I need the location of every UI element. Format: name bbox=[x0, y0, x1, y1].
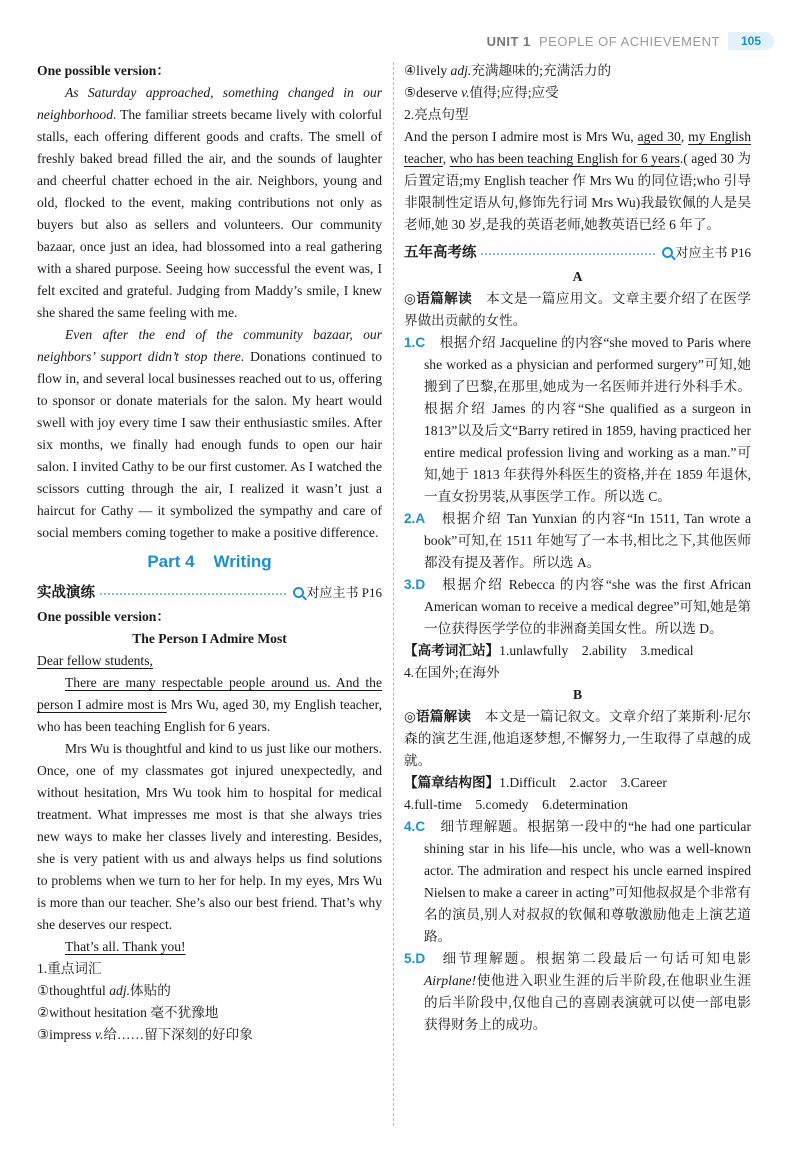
book-reference: 对应主书 P16 bbox=[659, 240, 751, 266]
salutation: Dear fellow students, bbox=[37, 653, 153, 668]
highlight-sentence: And the person I admire most is Mrs Wu, aged 30, my English teacher, who has been teaching English for 6 years.( aged 30 为后置定语;my English teacher 作 Mrs Wu 的同位语;who 引导非限制性定语从句,修饰先行词 Mrs Wu)我最钦佩的人是吴老师,她 30 岁,是我的英语老师,她教英语已经 6 年了。 bbox=[404, 129, 752, 232]
magnifier-icon bbox=[662, 247, 673, 258]
vocab-item: ②without hesitation 毫不犹豫地 bbox=[37, 1005, 219, 1020]
passage-label-b: B bbox=[572, 687, 583, 702]
vocab-item: ⑤deserve v.值得;应得;应受 bbox=[404, 85, 559, 100]
passage-intro-a: ◎语篇解读 本文是一篇应用文。文章主要介绍了在医学界做出贡献的女性。 bbox=[404, 291, 751, 329]
story-paragraph-1: As Saturday approached, something changed in our neighborhood. The familiar streets became lively with colorful stalls, each offering different goods and crafts. The smell of freshly baked bread filled the air, and the sounds of laughter and cheerful chatter echoed in the air. Neighbors, young and old, flocked to the event, making contributions not only as buyers but also as sellers and volunteers. Our community bazaar, once just an idea, had blossomed into a real gathering with a shared purpose. Seeing how successful the event was, I felt excited and grateful. Judging from Maddy’s smile, I knew she shared the same feeling with me. bbox=[37, 85, 382, 320]
question-1: 1.C 根据介绍 Jacqueline 的内容“she moved to Paris where she worked as a physician and performed surgery”可知,她搬到了巴黎,在那里,她成为一名医师并进行外科手术。根据介绍 James 的内容“She qualified as a surgeon in 1813”以及后文“Barry retired in 1859, having practiced her entire medical profession living and working as a man.”可知,她于 1813 年获得外科医生的资格,并在 1859 年退休,一直女扮男装,从事医学工作。所以选 C。 bbox=[404, 335, 751, 504]
passage-intro-b: ◎语篇解读 本文是一篇记叙文。文章介绍了莱斯利·尼尔森的演艺生涯,他追逐梦想,不懈努力,一生取得了卓越的成就。 bbox=[404, 709, 751, 769]
vocab-item: ①thoughtful adj.体贴的 bbox=[37, 983, 171, 998]
essay-paragraph-2: Mrs Wu is thoughtful and kind to us just like our mothers. Once, one of my classmates got injured unexpectedly, and without hesitation, Mrs Wu took him to hospital for medical treatment. What impresses me most is that she always tries new ways to make her classes lively and interesting. Besides, she is very patient with us and always helps us find solutions to problems when we turn to her for help. In my eyes, Mrs Wu is more than our teacher. She’s also our best friend. That’s why she deserves our respect. bbox=[37, 741, 382, 932]
column-divider bbox=[393, 62, 394, 1126]
right-column bbox=[404, 60, 751, 1036]
left-column bbox=[37, 60, 382, 1046]
vocab-title: 1.重点词汇 bbox=[37, 961, 102, 976]
question-5: 5.D 细节理解题。根据第二段最后一句话可知电影 Airplane!使他进入职业生涯的后半阶段,在他职业生涯的后半阶段中,仅他自己的喜剧表演就可以使一部电影获得财务上的成功。 bbox=[404, 951, 751, 1032]
section-title: 五年高考练 bbox=[404, 245, 481, 261]
passage-label-a: A bbox=[572, 269, 583, 284]
structure-map: 【篇章结构图】1.Difficult 2.actor 3.Career bbox=[404, 775, 667, 790]
page-number: 105 bbox=[728, 32, 774, 50]
exam-vocab: 4.在国外;在海外 bbox=[404, 665, 500, 680]
essay-title: The Person I Admire Most bbox=[132, 631, 287, 646]
book-reference: 对应主书 P16 bbox=[290, 580, 382, 606]
question-2: 2.A 根据介绍 Tan Yunxian 的内容“In 1511, Tan wrote a book”可知,在 1511 年她写了一本书,相比之下,其他医师都没有提及著作。所以选 A。 bbox=[404, 511, 751, 570]
vocab-item: ③impress v.给……留下深刻的好印象 bbox=[37, 1027, 253, 1042]
section-bar-exam bbox=[404, 240, 751, 266]
story-paragraph-2: Even after the end of the community bazaar, our neighbors’ support didn’t stop there. Donations continued to flow in, and several local businesses reached out to us, offering to sponsor or donate materials for the salon. My heart would swell with joy every time I saw their enthusiastic smiles. After six months, we finally had enough funds to open our hair salon. I invited Cathy to be our first customer. As I watched the scissors cutting through the air, I realized it wasn’t just a haircut for Cathy — it symbolized the sympathy and care of social members coming together to make a positive difference. bbox=[37, 327, 382, 540]
version-label: One possible version： bbox=[37, 609, 170, 624]
page-header bbox=[0, 0, 800, 56]
structure-map: 4.full-time 5.comedy 6.determination bbox=[404, 797, 628, 812]
unit-title: UNIT 1 PEOPLE OF ACHIEVEMENT bbox=[486, 34, 720, 49]
section-title: 实战演练 bbox=[37, 585, 99, 601]
question-4: 4.C 细节理解题。根据第一段中的“he had one particular shining star in his life—his uncle, who was a well-known actor. The admiration and respect his uncle earned inspired Nielsen to make a career in acting”可知他叔叔是个非常有名的演员,别人对叔叔的钦佩和尊敬激励他走上演艺道路。 bbox=[404, 819, 751, 944]
essay-paragraph-1: There are many respectable people around us. And the person I admire most is Mrs Wu, aged 30, my English teacher, who has been teaching English for 6 years. bbox=[37, 675, 382, 734]
highlight-title: 2.亮点句型 bbox=[404, 107, 469, 122]
part-title: Part 4 Writing bbox=[147, 552, 272, 571]
magnifier-icon bbox=[293, 587, 304, 598]
version-label: One possible version： bbox=[37, 63, 170, 78]
question-3: 3.D 根据介绍 Rebecca 的内容“she was the first African American woman to receive a medical degree”可知,她是第一位获得医学学位的非洲裔美国女性。所以选 D。 bbox=[404, 577, 751, 636]
essay-closing: That’s all. Thank you! bbox=[65, 939, 186, 954]
vocab-item: ④lively adj.充满趣味的;充满活力的 bbox=[404, 63, 612, 78]
exam-vocab: 【高考词汇站】1.unlawfully 2.ability 3.medical bbox=[404, 643, 694, 658]
section-bar-practice bbox=[37, 580, 382, 606]
